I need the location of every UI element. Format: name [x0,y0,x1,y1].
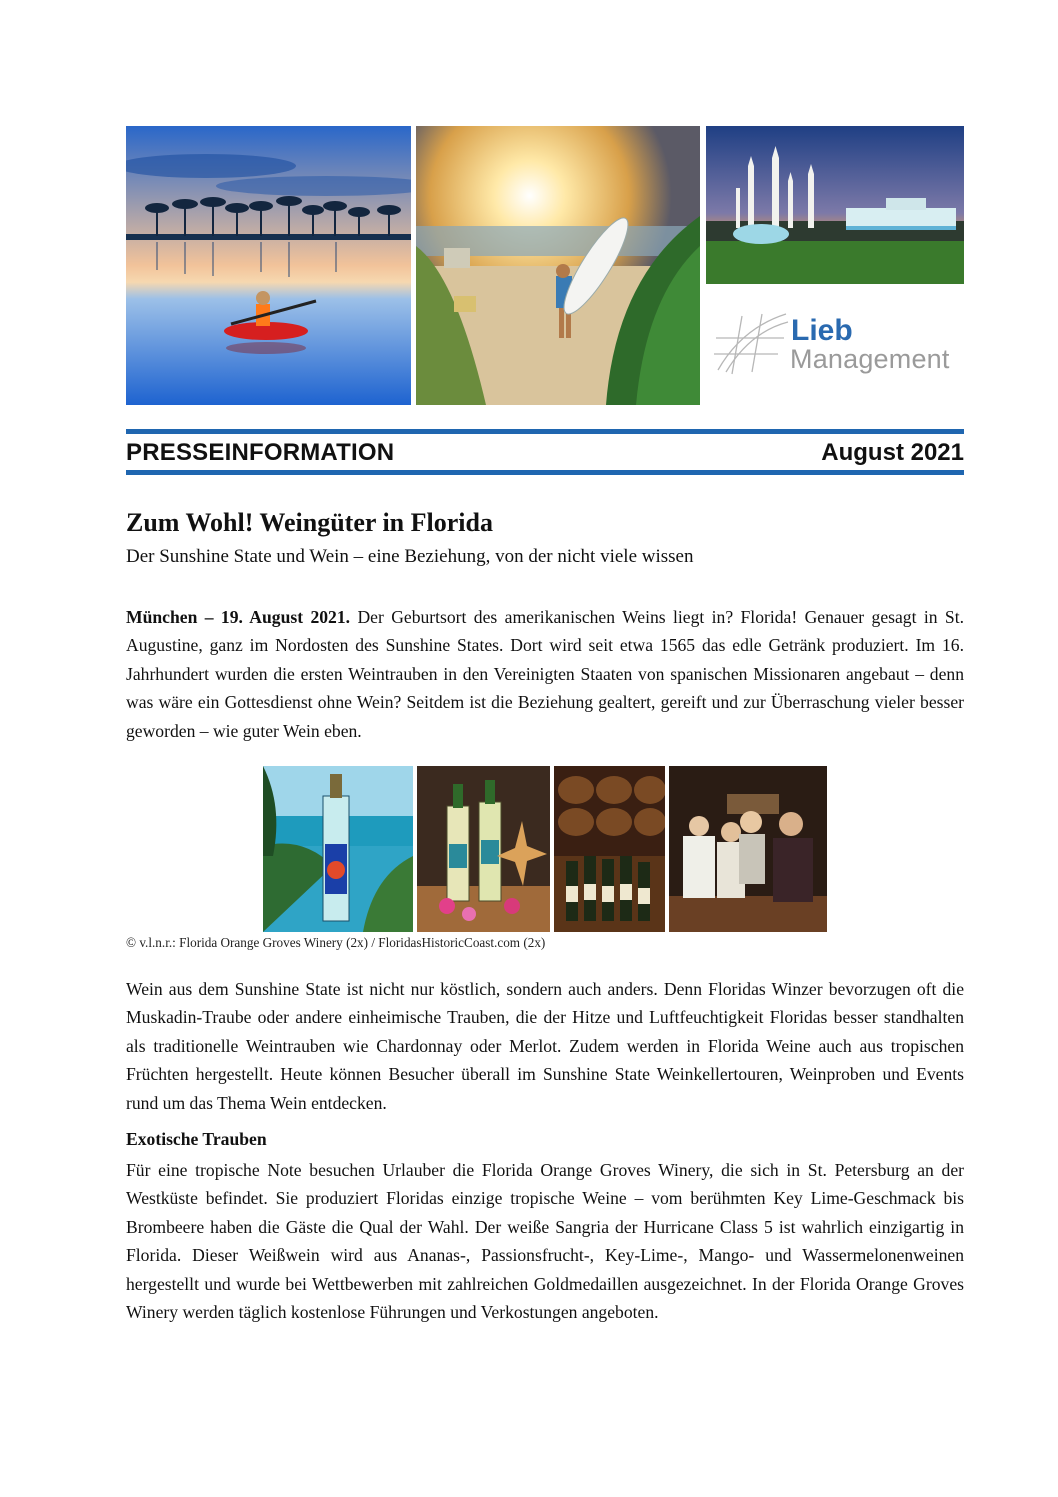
wine-cellar-bottles-photo [554,766,665,932]
logo-wordmark-lieb: Lieb [791,314,853,347]
logo-wordmark-management: Management [790,344,950,374]
press-info-date: August 2021 [821,439,964,466]
body-paragraph-2: Für eine tropische Note besuchen Urlauber die Florida Orange Groves Winery, die sich in St. Petersburg an der Westküste befindet. Sie produziert Floridas einzige tropische Weine – vom berühmten Key Lime-Geschmack bis Brombeere haben die Gäste die Qual der Wahl. Der weiße Sangria der Hurricane Class 5 ist wahrlich einzigartig in Florida. Dieser Weißwein wird aus Ananas-, Passionsfrucht-, Key-Lime-, Mango- und Wassermelonenweinen hergestellt und wurde bei Wettbewerben mit zahlreichen Goldmedaillen ausgezeichnet. In der Florida Orange Groves Winery werden täglich kostenlose Führungen und Verkostungen angeboten. [126,1160,964,1323]
kayak-palms-photo [126,126,411,405]
tropical-wines-starfish-photo [417,766,550,932]
wine-tasting-room-photo [669,766,827,932]
kennedy-space-center-photo [706,126,964,284]
body-paragraph-1: Wein aus dem Sunshine State ist nicht nur köstlich, sondern auch anders. Denn Floridas Winzer bevorzugen oft die Muskadin-Traube oder andere einheimische Trauben, die der Hitze und Luftfeuchtigkeit Floridas besser standhalten als traditionelle Weintrauben wie Chardonnay oder Merlot. Zudem werden in Florida Weine auch aus tropischen Früchten hergestellt. Heute können Besucher überall im Sunshine State Weinkellertouren, Weinproben und Events rund um das Thema Wein entdecken. [126,979,964,1113]
header-rule-bottom [126,470,964,475]
lead-paragraph [126,603,964,745]
lead-text: Der Geburtsort des amerikanischen Weins liegt in? Florida! Genauer gesagt in St. Augustine, ganz im Nordosten des Sunshine States. Dort wird seit etwa 1565 das edle Getränk produziert. Im 16. Jahrhundert wurden die ersten Weintrauben in den Vereinigten Staaten von spanischen Missionaren angebaut – denn was wäre ein Gottesdienst ohne Wein? Seitdem ist die Beziehung gealtert, gereift und zur Überraschung vieler besser geworden – wie guter Wein eben. [126,607,964,741]
wine-bottle-ocean-photo [263,766,413,932]
article-subtitle: Der Sunshine State und Wein – eine Beziehung, von der nicht viele wissen [126,546,694,567]
photo-caption: © v.l.n.r.: Florida Orange Groves Winery (2x) / FloridasHistoricCoast.com (2x) [126,935,546,950]
press-info-label: PRESSEINFORMATION [126,439,395,466]
section-heading: Exotische Trauben [126,1129,267,1149]
article-title: Zum Wohl! Weingüter in Florida [126,508,493,537]
header-rule-top [126,429,964,434]
beach-surfer-photo [416,126,700,405]
lead-dateline: München – 19. August 2021. [126,607,351,627]
